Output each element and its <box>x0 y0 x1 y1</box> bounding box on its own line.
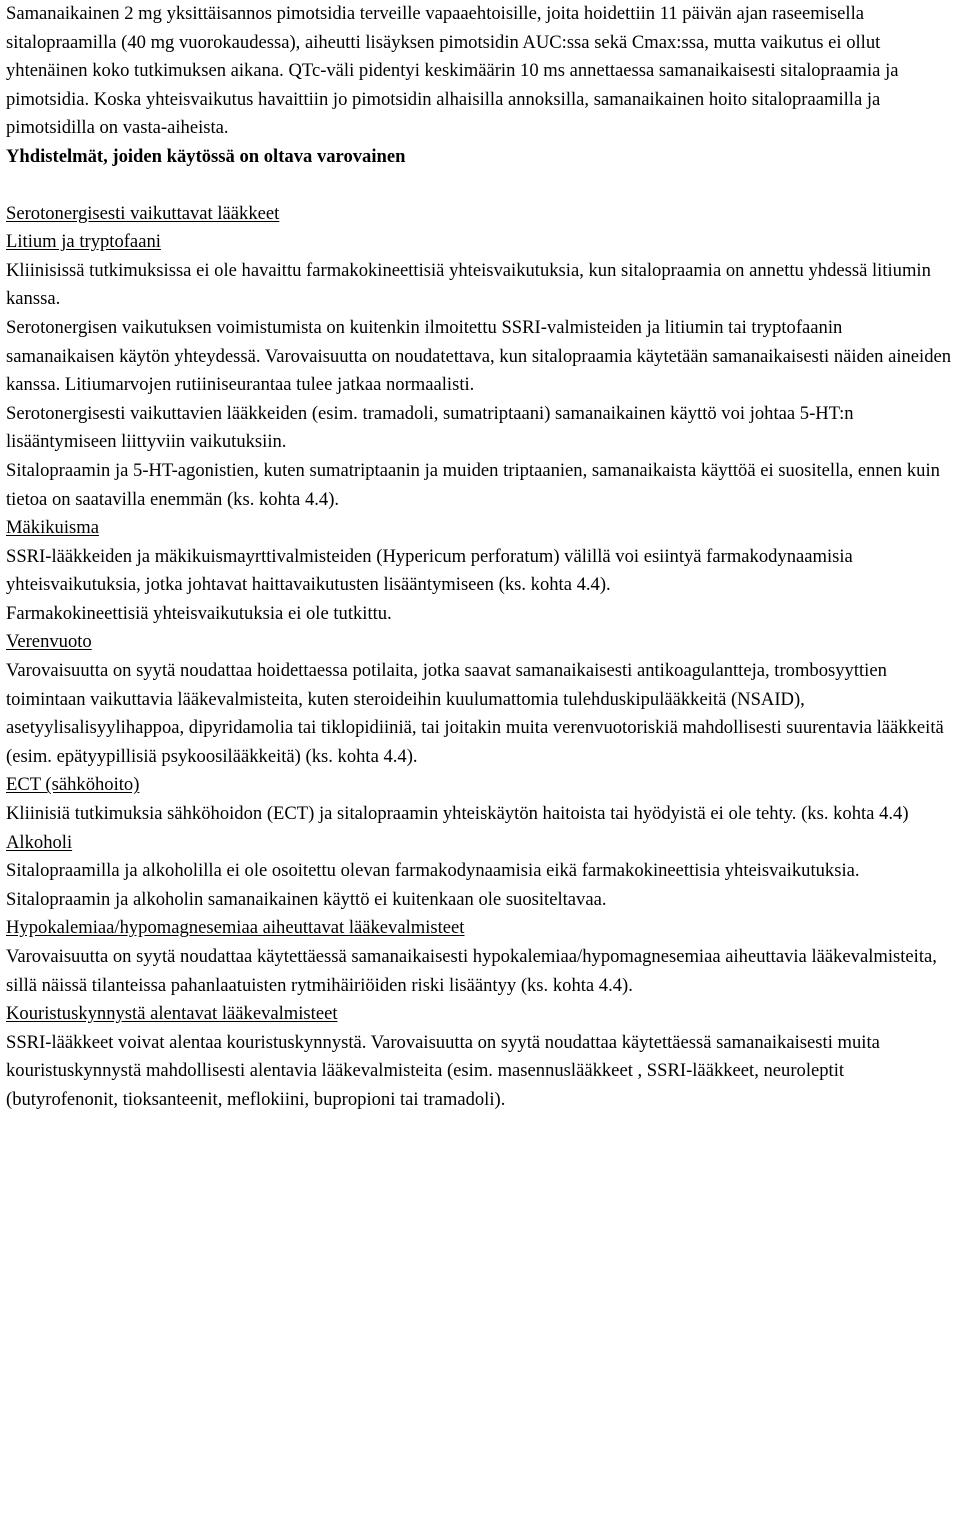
section-bleeding <box>6 628 952 771</box>
ect-paragraph: Kliinisiä tutkimuksia sähköhoidon (ECT) ja sitalopraamin yhteiskäytön haitoista tai hyödyistä ei ole tehty. (ks. kohta 4.4) <box>6 803 909 825</box>
seizure-paragraph: SSRI-lääkkeet voivat alentaa kouristuskynnystä. Varovaisuutta on syytä noudattaa käytettäessä samanaikaisesti muita kouristuskynnystä mahdollisesti alentavia lääkevalmisteita (esim. masennuslääkkeet , SSRI-lääkkeet, neuroleptit (butyrofenonit, tioksanteenit, meflokiini, bupropioni tai tramadoli). <box>6 1031 880 1110</box>
intro-paragraph: Samanaikainen 2 mg yksittäisannos pimotsidia terveille vapaaehtoisille, joita hoidettiin 11 päivän ajan raseemisella sitalopraamilla (40 mg vuorokaudessa), aiheutti lisäyksen pimotsidin AUC:ssa sekä Cmax:ssa, mutta vaikutus ei ollut yhtenäinen koko tutkimuksen aikana. QTc-väli pidentyi keskimäärin 10 ms annettaessa samanaikaisesti sitalopraamia ja pimotsidia. Koska yhteisvaikutus havaittiin jo pimotsidin alhaisilla annoksilla, samanaikainen hoito sitalopraamilla ja pimotsidilla on vasta-aiheista. <box>6 3 899 139</box>
section-title-alcohol: Alkoholi <box>6 831 73 853</box>
section-title-ect: ECT (sähköhoito) <box>6 774 140 796</box>
serotonergic-paragraph-2: Sitalopraamin ja 5-HT-agonistien, kuten sumatriptaanin ja muiden triptaanien, samanaikaista käyttöä ei suositella, ennen kuin tietoa on saatavilla enemmän (ks. kohta 4.4). <box>6 459 940 510</box>
bleeding-paragraph: Varovaisuutta on syytä noudattaa hoidettaessa potilaita, jotka saavat samanaikaisesti antikoagulantteja, trombosyyttien toimintaan vaikuttavia lääkevalmisteita, kuten steroideihin kuulumattomia tulehduskipulääkkeitä (NSAID), asetyylisalisyylihappoa, dipyridamolia tai tiklopidiiniä, tai joitakin muita verenvuotoriskiä mahdollisesti suurentavia lääkkeitä (esim. epätyypillisiä psykoosilääkkeitä) (ks. kohta 4.4). <box>6 660 944 767</box>
st-johns-paragraph-1: SSRI-lääkkeiden ja mäkikuismayrttivalmisteiden (Hypericum perforatum) välillä voi esiintyä farmakodynaamisia yhteisvaikutuksia, jotka johtavat haittavaikutusten lisääntymiseen (ks. kohta 4.4). <box>6 545 853 596</box>
section-alcohol <box>6 829 952 915</box>
section-title-hypokalemia: Hypokalemiaa/hypomagnesemiaa aiheuttavat lääkevalmisteet <box>6 917 465 939</box>
lithium-paragraph-1: Kliinisissä tutkimuksissa ei ole havaittu farmakokineettisiä yhteisvaikutuksia, kun sitalopraamia on annettu yhdessä litiumin kanssa. <box>6 259 931 310</box>
alcohol-paragraph: Sitalopraamilla ja alkoholilla ei ole osoitettu olevan farmakodynaamisia eikä farmakokineettisia yhteisvaikutuksia. Sitalopraamin ja alkoholin samanaikainen käyttö ei kuitenkaan ole suositeltavaa. <box>6 860 860 910</box>
hypokalemia-paragraph: Varovaisuutta on syytä noudattaa käytettäessä samanaikaisesti hypokalemiaa/hypomagnesemiaa aiheuttavia lääkevalmisteita, sillä näissä tilanteissa pahanlaatuisten rytmihäiriöiden riski lisääntyy (ks. kohta 4.4). <box>6 946 937 996</box>
subheading-serotonergic: Serotonergisesti vaikuttavat lääkkeet <box>6 202 280 224</box>
st-johns-paragraph-2: Farmakokineettisiä yhteisvaikutuksia ei ole tutkittu. <box>6 602 392 624</box>
section-hypokalemia <box>6 914 952 1000</box>
section-lithium <box>6 228 952 400</box>
section-ect <box>6 771 952 828</box>
section-title-bleeding: Verenvuoto <box>6 631 92 653</box>
serotonergic-paragraph-1: Serotonergisesti vaikuttavien lääkkeiden (esim. tramadoli, sumatriptaani) samanaikainen käyttö voi johtaa 5-HT:n lisääntymiseen liittyviin vaikutuksiin. <box>6 402 854 453</box>
section-title-lithium: Litium ja tryptofaani <box>6 231 161 253</box>
section-title-seizure-threshold: Kouristuskynnystä alentavat lääkevalmisteet <box>6 1003 338 1025</box>
section-title-st-johns-wort: Mäkikuisma <box>6 517 99 539</box>
lithium-paragraph-2: Serotonergisen vaikutuksen voimistumista on kuitenkin ilmoitettu SSRI-valmisteiden ja litiumin tai tryptofaanin samanaikaisen käytön yhteydessä. Varovaisuutta on noudatettava, kun sitalopraamia käytetään samanaikaisesti näiden aineiden kanssa. Litiumarvojen rutiiniseurantaa tulee jatkaa normaalisti. <box>6 316 952 396</box>
section-st-johns-wort <box>6 514 952 628</box>
section-heading-caution: Yhdistelmät, joiden käytössä on oltava varovainen <box>6 145 406 167</box>
section-serotonergic-drugs <box>6 400 952 514</box>
section-seizure-threshold <box>6 1000 952 1114</box>
